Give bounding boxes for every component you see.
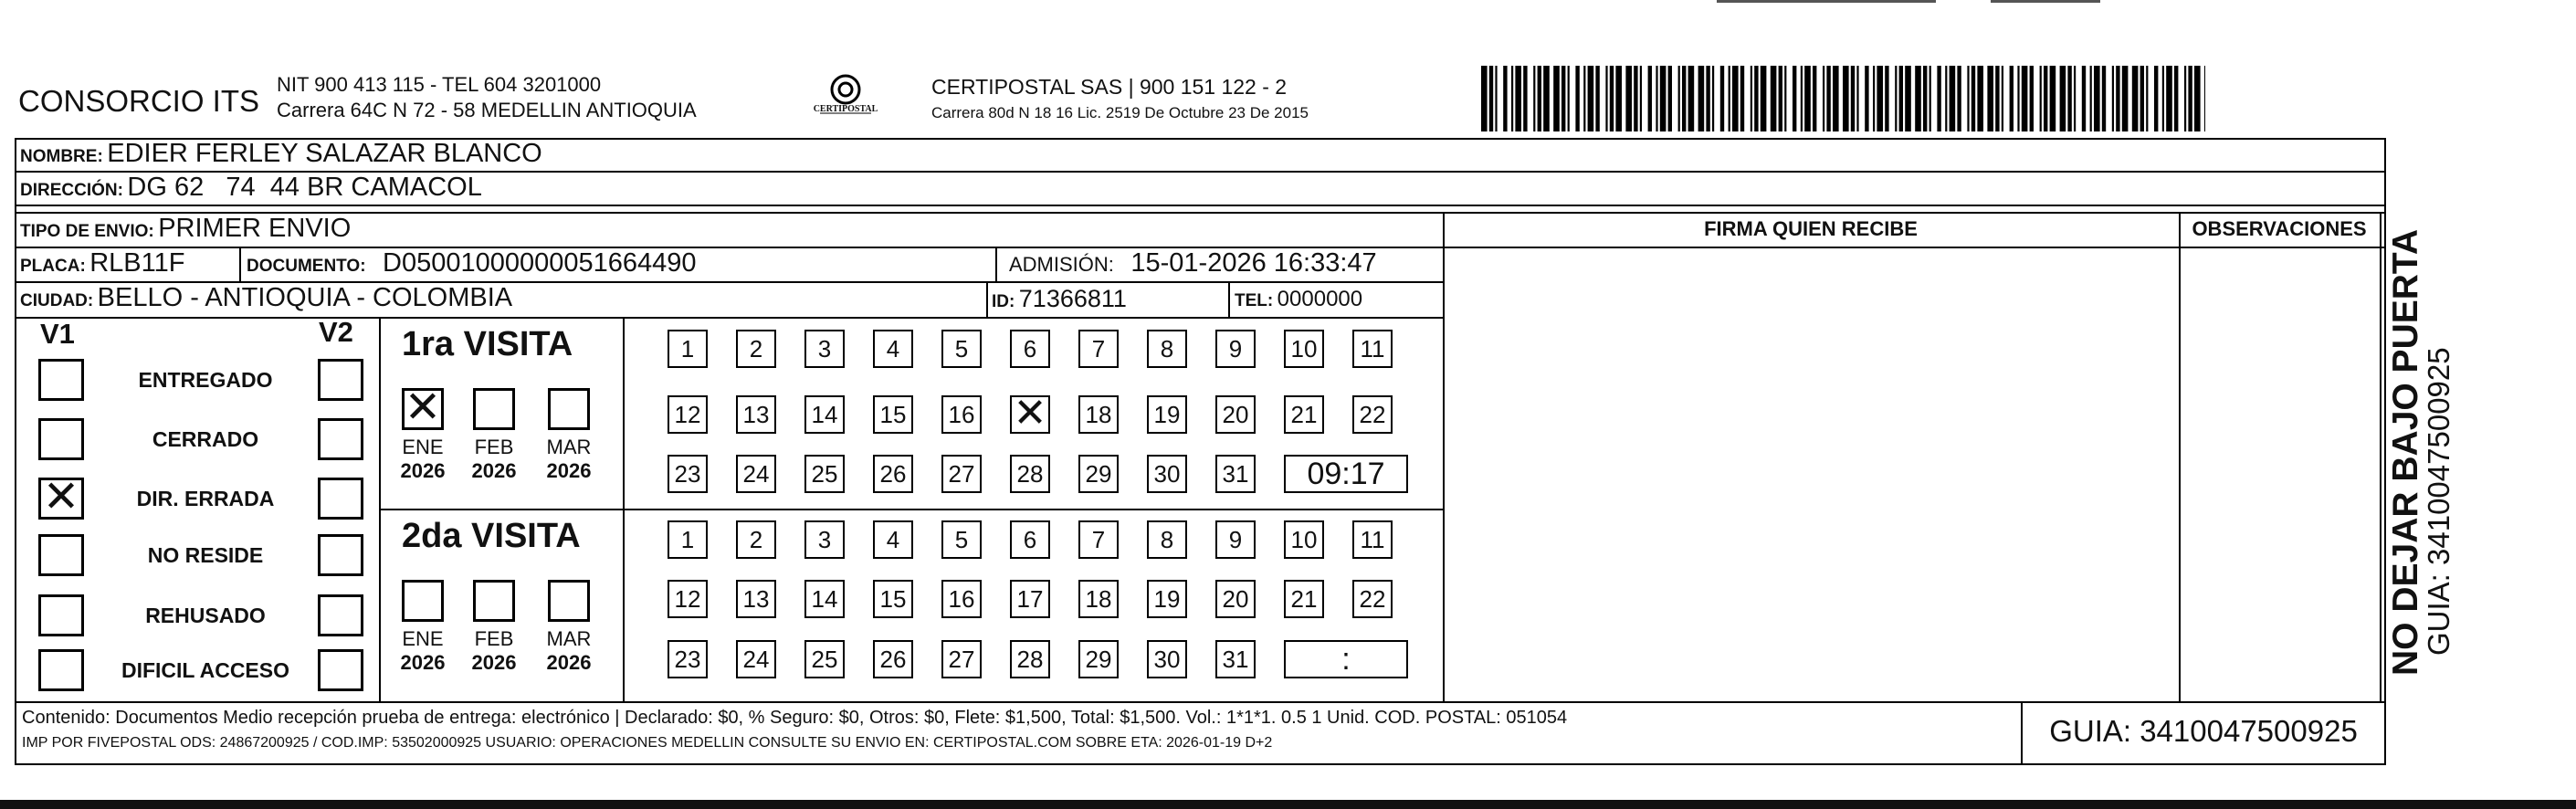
day-box[interactable]: 28: [1010, 640, 1050, 678]
documento-label: DOCUMENTO:: [247, 257, 366, 276]
barcode: [1481, 66, 2205, 131]
v2-checkbox[interactable]: [318, 478, 363, 520]
v2-checkbox[interactable]: [318, 649, 363, 691]
month-label: ENE: [402, 627, 444, 650]
day-box[interactable]: 9: [1215, 520, 1256, 559]
nombre-value: EDIER FERLEY SALAZAR BLANCO: [107, 139, 542, 168]
day-box[interactable]: 29: [1078, 455, 1119, 493]
day-box[interactable]: 23: [668, 640, 708, 678]
month-label: FEB: [474, 436, 514, 458]
year-label: 2026: [546, 459, 592, 482]
day-box[interactable]: 15: [873, 395, 913, 434]
id-label: ID:: [992, 292, 1015, 311]
day-box[interactable]: 22: [1352, 580, 1393, 618]
v1-checkbox[interactable]: [38, 359, 84, 401]
day-box[interactable]: 21: [1284, 395, 1324, 434]
status-label: REHUSADO: [145, 604, 266, 627]
direccion-row: [20, 173, 482, 203]
day-box[interactable]: 5: [941, 330, 982, 368]
year-label: 2026: [400, 459, 446, 482]
day-box[interactable]: 14: [804, 395, 845, 434]
logo-wordmark: CERTIPOSTAL: [813, 104, 878, 114]
day-box[interactable]: 22: [1352, 395, 1393, 434]
footer-line1: Contenido: Documentos Medio recepción prueba de entrega: electrónico | Declarado: $0, % Seguro: $0, Otros: $0, Flete: $1,500, Total: $1,500. Vol.: 1*1*1. 0.5 1 Unid. COD. POSTAL: 051054: [22, 708, 1568, 728]
v2-checkbox[interactable]: [318, 418, 363, 460]
certipostal-logo: [813, 71, 878, 124]
day-box[interactable]: 15: [873, 580, 913, 618]
day-box[interactable]: 29: [1078, 640, 1119, 678]
check-mark-icon: ✕: [404, 383, 442, 433]
firma-area[interactable]: [1446, 250, 2175, 698]
time-box[interactable]: 09:17: [1284, 455, 1408, 493]
direccion-label: DIRECCIÓN:: [20, 181, 123, 200]
day-box[interactable]: 21: [1284, 580, 1324, 618]
company-nit: NIT 900 413 115 - TEL 604 3201000: [277, 73, 602, 96]
tel-row: [1235, 287, 1362, 312]
status-label: NO RESIDE: [147, 543, 264, 567]
v2-checkbox[interactable]: [318, 594, 363, 636]
day-box[interactable]: 1: [668, 520, 708, 559]
day-box[interactable]: 30: [1147, 455, 1187, 493]
month-checkbox[interactable]: [402, 383, 444, 433]
year-label: 2026: [471, 459, 517, 482]
tipo-label: TIPO DE ENVIO:: [20, 222, 154, 241]
day-box[interactable]: 14: [804, 580, 845, 618]
day-box[interactable]: 26: [873, 455, 913, 493]
tipo-value: PRIMER ENVIO: [158, 214, 352, 243]
direccion-value: DG 62 74 44 BR CAMACOL: [127, 173, 482, 202]
day-box[interactable]: 11: [1352, 330, 1393, 368]
day-box[interactable]: 13: [736, 580, 776, 618]
top-edge-mark: [1717, 0, 1936, 3]
v1-label: V1: [40, 318, 75, 350]
ciudad-row: [20, 283, 512, 313]
first-visit-title: 1ra VISITA: [402, 325, 573, 363]
month-label: MAR: [546, 436, 592, 458]
side-vertical-block: [2386, 146, 2455, 676]
day-box[interactable]: 30: [1147, 640, 1187, 678]
day-box[interactable]: 24: [736, 455, 776, 493]
month-label: FEB: [474, 627, 514, 650]
v1-checkbox[interactable]: [38, 418, 84, 460]
observaciones-label: OBSERVACIONES: [2192, 217, 2367, 240]
v2-label: V2: [319, 316, 353, 348]
month-checkbox[interactable]: [402, 580, 444, 622]
tipo-row: [20, 214, 351, 244]
admision-row: [1009, 248, 1377, 278]
placa-label: PLACA:: [20, 257, 86, 276]
day-box[interactable]: 18: [1078, 580, 1119, 618]
id-row: [992, 285, 1127, 313]
placa-value: RLB11F: [89, 248, 185, 278]
day-box[interactable]: 6: [1010, 520, 1050, 559]
tel-value: 0000000: [1277, 287, 1363, 311]
day-box[interactable]: 25: [804, 455, 845, 493]
status-label: DIR. ERRADA: [136, 487, 275, 510]
admision-value: 15-01-2026 16:33:47: [1130, 248, 1377, 278]
footer-guia: GUIA: 3410047500925: [2049, 714, 2358, 748]
day-box[interactable]: 18: [1078, 395, 1119, 434]
v1-checkbox[interactable]: [38, 534, 84, 576]
company-address: Carrera 64C N 72 - 58 MEDELLIN ANTIOQUIA: [277, 99, 697, 121]
day-box[interactable]: 2: [736, 330, 776, 368]
day-box[interactable]: 20: [1215, 395, 1256, 434]
no-dejar-bajo-puerta: NO DEJAR BAJO PUERTA: [2386, 228, 2425, 676]
v1-checkbox[interactable]: [38, 594, 84, 636]
firma-label: FIRMA QUIEN RECIBE: [1704, 217, 1918, 240]
certipostal-line2: Carrera 80d N 18 16 Lic. 2519 De Octubre 23 De 2015: [931, 104, 1309, 121]
day-box[interactable]: 12: [668, 395, 708, 434]
day-box[interactable]: [1010, 391, 1050, 436]
nombre-row: [20, 139, 542, 169]
day-box[interactable]: 6: [1010, 330, 1050, 368]
year-label: 2026: [400, 651, 446, 674]
month-checkbox[interactable]: [473, 388, 515, 430]
day-box[interactable]: 9: [1215, 330, 1256, 368]
v1-checkbox[interactable]: [38, 473, 84, 522]
documento-row: [247, 248, 697, 278]
day-box[interactable]: 5: [941, 520, 982, 559]
day-box[interactable]: 13: [736, 395, 776, 434]
check-mark-icon: ✕: [1013, 391, 1047, 436]
day-box[interactable]: 16: [941, 580, 982, 618]
bottom-edge-bar: [0, 800, 2576, 809]
year-label: 2026: [471, 651, 517, 674]
placa-row: [20, 248, 184, 278]
certipostal-line1: CERTIPOSTAL SAS | 900 151 122 - 2: [931, 75, 1288, 99]
day-box[interactable]: 12: [668, 580, 708, 618]
month-checkbox[interactable]: [548, 388, 590, 430]
day-box[interactable]: 3: [804, 520, 845, 559]
footer-line2: IMP POR FIVEPOSTAL ODS: 24867200925 / COD.IMP: 53502000925 USUARIO: OPERACIONES MEDELLIN CONSULTE SU ENVIO EN: CERTIPOSTAL.COM SOBRE ETA: 2026-01-19 D+2: [22, 735, 1273, 751]
id-value: 71366811: [1018, 285, 1127, 312]
documento-value: D05001000000051664490: [383, 248, 697, 278]
day-box[interactable]: 23: [668, 455, 708, 493]
day-box[interactable]: 25: [804, 640, 845, 678]
top-edge-mark: [1991, 0, 2100, 3]
day-box[interactable]: 7: [1078, 520, 1119, 559]
day-box[interactable]: 28: [1010, 455, 1050, 493]
day-box[interactable]: 27: [941, 455, 982, 493]
day-box[interactable]: 10: [1284, 520, 1324, 559]
check-mark-icon: ✕: [42, 473, 80, 522]
day-box[interactable]: 17: [1010, 580, 1050, 618]
month-checkbox[interactable]: [548, 580, 590, 622]
side-guia: GUIA: 3410047500925: [2422, 347, 2455, 656]
tel-label: TEL:: [1235, 291, 1274, 310]
day-box[interactable]: 8: [1147, 520, 1187, 559]
day-box[interactable]: 4: [873, 520, 913, 559]
year-label: 2026: [546, 651, 592, 674]
day-box[interactable]: 8: [1147, 330, 1187, 368]
day-box[interactable]: 11: [1352, 520, 1393, 559]
day-box[interactable]: 19: [1147, 395, 1187, 434]
nombre-label: NOMBRE:: [20, 147, 103, 166]
day-box[interactable]: 10: [1284, 330, 1324, 368]
day-box[interactable]: 2: [736, 520, 776, 559]
ciudad-value: BELLO - ANTIOQUIA - COLOMBIA: [97, 283, 513, 312]
ciudad-label: CIUDAD:: [20, 291, 94, 310]
v2-checkbox[interactable]: [318, 534, 363, 576]
admision-label: ADMISIÓN:: [1009, 253, 1114, 276]
v1-checkbox[interactable]: [38, 649, 84, 691]
status-label: DIFICIL ACCESO: [121, 658, 289, 682]
month-label: ENE: [402, 436, 444, 458]
day-box[interactable]: 19: [1147, 580, 1187, 618]
company-name: CONSORCIO ITS: [18, 84, 260, 118]
day-box[interactable]: 4: [873, 330, 913, 368]
status-label: ENTREGADO: [138, 368, 273, 392]
month-checkbox[interactable]: [473, 580, 515, 622]
day-box[interactable]: 7: [1078, 330, 1119, 368]
v2-checkbox[interactable]: [318, 359, 363, 401]
day-box[interactable]: 16: [941, 395, 982, 434]
day-box[interactable]: 27: [941, 640, 982, 678]
day-box[interactable]: 31: [1215, 640, 1256, 678]
day-box[interactable]: 24: [736, 640, 776, 678]
day-box[interactable]: 20: [1215, 580, 1256, 618]
status-label: CERRADO: [152, 427, 259, 451]
day-box[interactable]: 26: [873, 640, 913, 678]
observaciones-area[interactable]: [2182, 250, 2376, 698]
day-box[interactable]: 31: [1215, 455, 1256, 493]
second-visit-title: 2da VISITA: [402, 517, 581, 555]
day-box[interactable]: 3: [804, 330, 845, 368]
day-box[interactable]: 1: [668, 330, 708, 368]
month-label: MAR: [546, 627, 592, 650]
time-box[interactable]: :: [1284, 640, 1408, 678]
